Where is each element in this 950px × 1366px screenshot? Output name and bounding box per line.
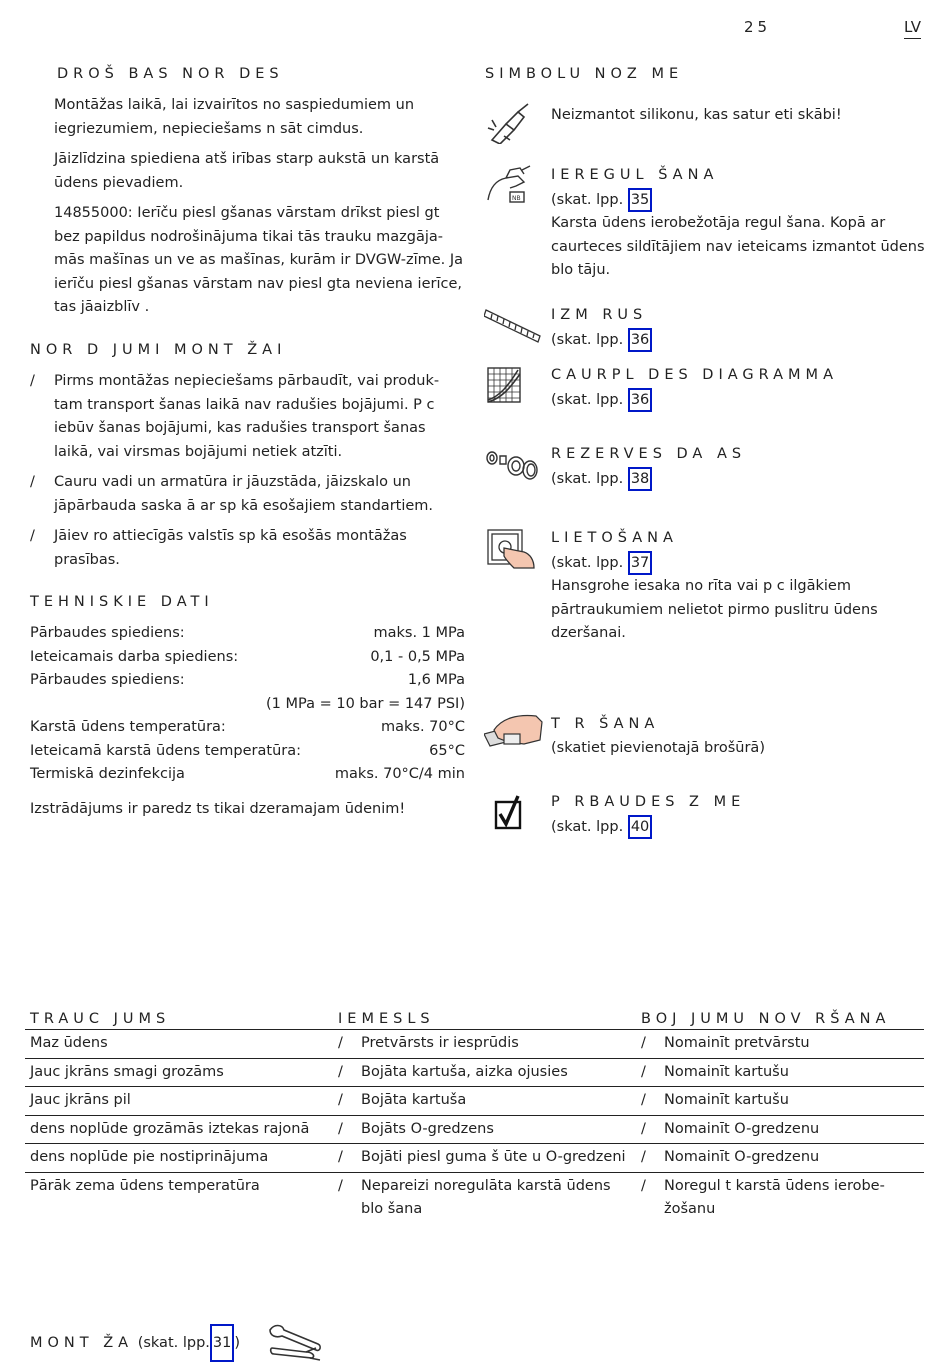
table-row <box>25 1058 924 1087</box>
cause-text: Nepareizi noregulāta karstā ūdens blo šana <box>361 1177 611 1217</box>
bullet-mark: / <box>30 474 35 490</box>
list-item-text: Jāiev ro attiecīgās valstīs sp kā esošās montāžas prasības. <box>54 528 407 568</box>
page-link-40[interactable]: 40 <box>628 815 652 839</box>
page-link-37[interactable]: 37 <box>628 551 652 575</box>
page-reference <box>551 467 931 492</box>
safety-text <box>54 94 464 327</box>
spec-row <box>30 716 465 740</box>
fix-text: Nomainīt pretvārstu <box>664 1035 810 1051</box>
ref-prefix: (skat. lpp. <box>551 818 624 835</box>
problem-cell: Jauc jkrāns pil <box>25 1087 333 1116</box>
table-row <box>25 1144 924 1173</box>
wrench-tools-icon <box>266 1322 322 1366</box>
silicone-warning: Neizmantot silikonu, kas satur eti skābi! <box>551 107 842 123</box>
spec-row <box>30 669 465 693</box>
language-code: LV <box>904 18 921 39</box>
list-item <box>30 471 460 518</box>
silicone-gun-icon <box>484 100 544 148</box>
list-item <box>30 525 460 572</box>
ref-prefix: (skat. lpp. <box>551 191 624 208</box>
spec-value: 1,6 MPa <box>407 672 465 688</box>
spec-value: 65°C <box>429 742 465 759</box>
column-header-cause: IEMESLS <box>333 1009 636 1030</box>
problem-cell: Maz ūdens <box>25 1030 333 1059</box>
spec-row <box>30 693 465 717</box>
spec-value: maks. 70°C <box>380 719 465 735</box>
drinking-water-note: Izstrādājums ir paredz ts tikai dzeramajam ūdenim! <box>30 801 406 817</box>
ref-prefix: (skat. lpp. <box>551 331 624 348</box>
page-link-38[interactable]: 38 <box>628 467 652 491</box>
svg-text:NB: NB <box>512 195 521 202</box>
cause-cell <box>333 1144 636 1173</box>
problem-cell: dens noplūde pie nostiprinājuma <box>25 1144 333 1173</box>
fix-text: Nomainīt O-gredzenu <box>664 1120 820 1137</box>
usage-hand-icon <box>484 526 544 574</box>
symbols-title: SIMBOLU NOZ ME <box>485 66 684 82</box>
bullet-mark: / <box>641 1063 646 1080</box>
fix-cell <box>636 1058 924 1087</box>
symbol-item-cleaning <box>551 713 931 760</box>
fix-cell <box>636 1087 924 1116</box>
page-link-35[interactable]: 35 <box>628 188 652 212</box>
tech-specs <box>30 622 465 787</box>
cause-text: Bojāta kartuša <box>361 1092 467 1108</box>
spec-row <box>30 763 465 787</box>
safety-paragraph: Montāžas laikā, lai izvairītos no saspiedumiem un iegriezumiem, nepieciešams n sāt cimdus. <box>54 97 415 137</box>
bullet-mark: / <box>641 1120 646 1137</box>
symbol-item-spare-parts <box>551 443 931 491</box>
cause-text: Bojāti piesl guma š ūte u O-gredzeni <box>361 1149 626 1165</box>
cause-cell <box>333 1030 636 1059</box>
bullet-mark: / <box>338 1092 343 1108</box>
cause-cell <box>333 1087 636 1116</box>
table-row <box>25 1172 924 1224</box>
mounting-footer <box>30 1324 240 1362</box>
column-header-problem: TRAUC JUMS <box>25 1009 333 1030</box>
ref-prefix: (skat. lpp. <box>551 391 624 408</box>
safety-paragraph: 14855000: Ierīču piesl gšanas vārstam drīkst piesl gt bez papildus nodrošinājuma tikai tās trauku mazgāja-mās mašīnas un ve as mašīnas, kurām ir DVGW-zīme. Ja ierīču piesl gšanas vārstam nav piesl gta neviena ierīce, tas jāaizblīv . <box>54 205 464 315</box>
troubleshooting-table <box>25 1009 924 1224</box>
ref-prefix: (skat. lpp. <box>551 554 624 571</box>
bullet-mark: / <box>338 1120 343 1137</box>
symbol-heading: IEREGUL ŠANA <box>551 167 719 183</box>
cause-cell <box>333 1058 636 1087</box>
page-reference <box>551 815 931 840</box>
spec-row <box>30 646 465 670</box>
spec-label: Ieteicamais darba spiediens: <box>30 648 239 665</box>
bullet-mark: / <box>641 1149 646 1165</box>
column-header-fix: BOJ JUMU NOV RŠANA <box>636 1009 924 1030</box>
spec-value: 0,1 - 0,5 MPa <box>370 648 465 665</box>
spec-value: (1 MPa = 10 bar = 147 PSI) <box>266 695 465 712</box>
bullet-mark: / <box>641 1092 646 1108</box>
spare-parts-icon <box>484 444 544 488</box>
page-link-36[interactable]: 36 <box>628 328 652 352</box>
symbol-heading: LIETOŠANA <box>551 530 678 546</box>
spec-row <box>30 622 465 646</box>
page-number: 25 <box>744 18 772 36</box>
page-reference <box>551 388 931 413</box>
footer-title: MONT ŽA <box>30 1335 134 1351</box>
bullet-mark: / <box>338 1063 343 1080</box>
bullet-mark: / <box>30 373 35 389</box>
fix-text: Nomainīt O-gredzenu <box>664 1149 820 1165</box>
spec-value: maks. 70°C/4 min <box>334 766 465 782</box>
symbol-heading: IZM RUS <box>551 307 648 323</box>
bullet-mark: / <box>338 1035 343 1051</box>
spec-label: Pārbaudes spiediens: <box>30 625 185 641</box>
test-checkbox-icon <box>484 792 544 838</box>
spec-row <box>30 740 465 764</box>
list-item-text: Cauru vadi un armatūra ir jāuzstāda, jāizskalo un jāpārbauda saska ā ar sp kā esošajiem standartiem. <box>54 474 434 514</box>
list-item-text: Pirms montāžas nepieciešams pārbaudīt, vai produk-tam transport šanas laikā nav radušies bojājumi. P c iebūv šanas bojājumi, kas radušies transport šanas laikā, vai virsmas bojājumi netiek atzīti. <box>54 373 440 460</box>
cause-cell <box>333 1115 636 1144</box>
table-row <box>25 1030 924 1059</box>
bullet-mark: / <box>30 528 35 544</box>
mounting-title: NOR D JUMI MONT ŽAI <box>30 342 287 358</box>
mounting-list <box>30 370 460 579</box>
spec-value: maks. 1 MPa <box>373 625 465 641</box>
adjustment-icon <box>484 164 544 212</box>
table-row <box>25 1087 924 1116</box>
safety-paragraph: Jāizlīdzina spiediena atš irības starp aukstā un karstā ūdens pievadiem. <box>54 151 440 191</box>
symbol-item-flow-diagram <box>551 364 931 412</box>
footer-ref-suffix: ) <box>234 1335 241 1351</box>
spec-label: Ieteicamā karstā ūdens temperatūra: <box>30 742 302 759</box>
fix-cell <box>636 1144 924 1173</box>
symbol-body: Karsta ūdens ierobežotāja regul šana. Kopā ar caurteces sildītājiem nav ieteicams izmantot ūdens blo tāju. <box>551 215 925 278</box>
flow-diagram-icon <box>484 366 544 410</box>
symbol-heading: T R ŠANA <box>551 716 660 732</box>
cause-text: Bojāts O-gredzens <box>361 1120 494 1137</box>
symbol-item-dimensions <box>551 304 931 352</box>
cause-text: Pretvārsts ir iesprūdis <box>361 1035 519 1051</box>
symbol-item-usage <box>551 527 931 646</box>
symbol-heading: P RBAUDES Z ME <box>551 794 746 810</box>
bullet-mark: / <box>641 1035 646 1051</box>
table-row <box>25 1115 924 1144</box>
spec-label: Termiskā dezinfekcija <box>30 766 185 782</box>
cleaning-reference: (skatiet pievienotajā brošūrā) <box>551 739 765 756</box>
page-reference <box>551 188 931 213</box>
tech-title: TEHNISKIE DATI <box>30 594 214 610</box>
problem-cell: dens noplūde grozāmās iztekas rajonā <box>25 1115 333 1144</box>
problem-cell: Jauc jkrāns smagi grozāms <box>25 1058 333 1087</box>
fix-cell <box>636 1115 924 1144</box>
fix-text: Nomainīt kartušu <box>664 1092 789 1108</box>
fix-cell <box>636 1030 924 1059</box>
page-link-36[interactable]: 36 <box>628 388 652 412</box>
spec-label: Karstā ūdens temperatūra: <box>30 719 226 735</box>
footer-ref-prefix: (skat. lpp. <box>137 1335 210 1351</box>
symbol-item-adjustment <box>551 164 931 283</box>
symbol-body: Hansgrohe iesaka no rīta vai p c ilgākiem pārtraukumiem nelietot pirmo puslitru ūdens dzeršanai. <box>551 578 878 641</box>
page-link-31[interactable]: 31 <box>210 1324 234 1362</box>
cause-cell <box>333 1172 636 1224</box>
page-reference <box>551 551 931 576</box>
symbol-heading: CAURPL DES DIAGRAMMA <box>551 367 838 383</box>
problem-cell: Pārāk zema ūdens temperatūra <box>30 1177 260 1194</box>
cause-text: Bojāta kartuša, aizka ojusies <box>361 1063 568 1080</box>
page-reference <box>551 328 931 353</box>
safety-title: DROŠ BAS NOR DES <box>57 66 284 82</box>
list-item <box>30 370 460 464</box>
fix-text: Noregul t karstā ūdens ierobe-žošanu <box>664 1177 885 1217</box>
ref-prefix: (skat. lpp. <box>551 470 624 487</box>
bullet-mark: / <box>338 1149 343 1165</box>
bullet-mark: / <box>338 1177 343 1194</box>
symbol-heading: REZERVES DA AS <box>551 446 747 462</box>
spec-label: Pārbaudes spiediens: <box>30 672 185 688</box>
table-header-row <box>25 1009 924 1030</box>
fix-cell <box>636 1172 924 1224</box>
fix-text: Nomainīt kartušu <box>664 1063 789 1080</box>
symbol-item-test-mark <box>551 791 931 839</box>
ruler-icon <box>484 304 544 348</box>
cleaning-hand-icon <box>484 712 544 756</box>
bullet-mark: / <box>641 1177 646 1194</box>
